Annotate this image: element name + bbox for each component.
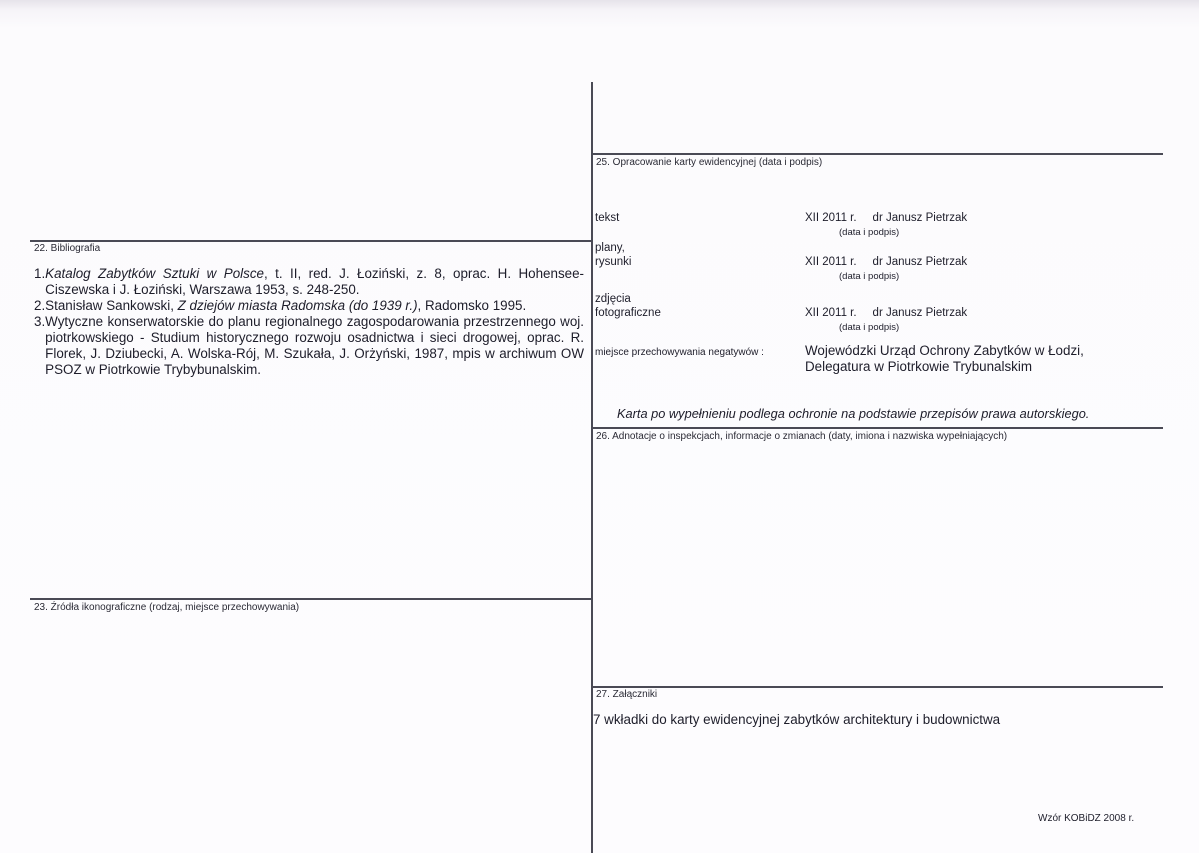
bibliography-item-number: 3. [34,314,46,329]
preparation-row-label: rysunki [595,256,632,268]
bibliography-item-rest: , t. II, red. J. Łoziński, z. 8, oprac. H. Hohensee-Ciszewska i J. Łoziński, Warszawa 1953, s. 248-250. [45,266,584,297]
bibliography-item-title: Z dziejów miasta Radomska (do 1939 r.) [177,298,418,313]
section-22-heading: 22. Bibliografia [34,243,101,254]
negatives-storage-label: miejsce przechowywania negatywów : [595,347,764,358]
preparation-row-caption: (data i podpis) [839,227,900,238]
negatives-storage-value [805,343,1084,375]
bibliography-item-author: Stanisław Sankowski, [45,298,178,313]
preparation-row-caption: (data i podpis) [839,271,900,282]
preparation-row-label: plany, [595,242,625,254]
bibliography-item-number: 2. [34,298,46,313]
form-template-label: Wzór KOBiDZ 2008 r. [1038,813,1135,824]
negatives-storage-line: Wojewódzki Urząd Ochrony Zabytków w Łodzi, [805,343,1084,358]
bibliography-item-text [45,266,584,298]
preparation-row-label: tekst [595,212,620,224]
preparation-row-value: XII 2011 r. dr Janusz Pietrzak [805,307,968,319]
bibliography-item-number: 1. [34,266,46,281]
bibliography-item-text: Wytyczne konserwatorskie do planu regionalnego zagospodarowania przestrzennego woj. piotrkowskiego - Studium historycznego rozwoju osadnictwa i sieci drogowej, oprac. R. Florek, J. Dziubecki, A. Wolska-Rój, M. Szukała, J. Orżyński, 1987, mpis w archiwum OW PSOZ w Piotrkowie Trybybunalskim. [45,314,584,377]
divider-27 [593,686,1163,688]
center-divider [591,82,593,853]
bibliography-item [34,314,584,378]
divider-25 [593,153,1163,155]
section-25-heading: 25. Opracowanie karty ewidencyjnej (data i podpis) [596,157,823,168]
negatives-storage-line: Delegatura w Piotrkowie Trybunalskim [805,359,1032,374]
preparation-row-label: zdjęcia [595,293,631,305]
bibliography-item-title: Katalog Zabytków Sztuki w Polsce [45,266,264,281]
bibliography-item [34,266,584,298]
preparation-row-value: XII 2011 r. dr Janusz Pietrzak [805,256,968,268]
preparation-row-label: fotograficzne [595,307,661,319]
bibliography-item-text [45,298,584,314]
section-23-heading: 23. Źródła ikonograficzne (rodzaj, miejsce przechowywania) [34,602,300,613]
preparation-row-value: XII 2011 r. dr Janusz Pietrzak [805,212,968,224]
section-26-heading: 26. Adnotacje o inspekcjach, informacje o zmianach (daty, imiona i nazwiska wypełniających) [596,431,1008,442]
divider-23 [30,598,592,600]
preparation-row-caption: (data i podpis) [839,322,900,333]
bibliography-item [34,298,584,314]
divider-26 [593,427,1163,429]
copyright-notice: Karta po wypełnieniu podlega ochronie na podstawie przepisów prawa autorskiego. [617,406,1090,421]
section-27-heading: 27. Załączniki [596,689,658,700]
attachments-text: 7 wkładki do karty ewidencyjnej zabytków architektury i budownictwa [593,712,1001,727]
bibliography-list [34,266,584,378]
divider-22 [30,240,592,242]
bibliography-item-rest: , Radomsko 1995. [417,298,527,313]
